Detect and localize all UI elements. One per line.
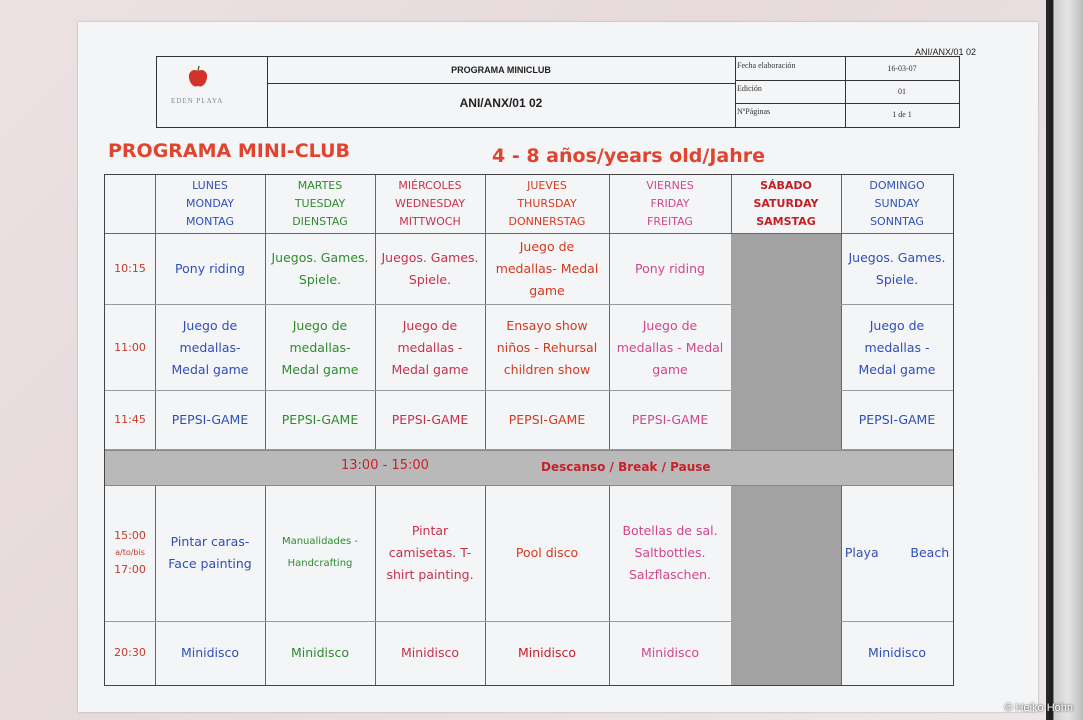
- time-slot-4: [105, 484, 155, 622]
- activity-cell: Pintar caras- Face painting: [155, 484, 265, 622]
- meta-value: 01: [845, 80, 958, 103]
- day-column-friday: [609, 175, 732, 685]
- activity-cell: Pony riding: [609, 233, 731, 305]
- day-header-friday: [609, 175, 731, 234]
- age-range-title: 4 - 8 años/years old/Jahre: [492, 145, 765, 167]
- program-code: ANI/ANX/01 02: [267, 83, 736, 127]
- day-name: SAMSTAG: [756, 215, 816, 228]
- activity-cell: PEPSI-GAME: [841, 391, 953, 450]
- photo-credit: © Heiko Höhn: [1004, 702, 1073, 714]
- activity-cell: Juegos. Games. Spiele.: [375, 233, 485, 305]
- day-name: WEDNESDAY: [394, 197, 466, 210]
- meta-label: Fecha elaboración: [737, 61, 796, 70]
- activity-cell: Juego de medallas - Medal game: [841, 305, 953, 391]
- day-header-wednesday: [375, 175, 485, 234]
- break-time: 13:00 - 15:00: [341, 458, 429, 473]
- time-slot-3: 11:45: [105, 391, 155, 450]
- day-name: DONNERSTAG: [508, 215, 586, 228]
- time-sep: a/to/bis: [115, 548, 145, 557]
- activity-cell: Juego de medallas - Medal game: [375, 305, 485, 391]
- schedule-sheet: [78, 22, 1038, 712]
- day-name: MARTES: [297, 179, 343, 192]
- day-name: JUEVES: [527, 179, 567, 192]
- header-box: [156, 56, 960, 128]
- day-header-sunday: [841, 175, 953, 234]
- day-column-thursday: [485, 175, 610, 685]
- meta-row-edition: [735, 80, 959, 104]
- day-name: SONNTAG: [870, 215, 924, 228]
- day-name: VIERNES: [646, 179, 694, 192]
- activity-cell: PEPSI-GAME: [375, 391, 485, 450]
- day-name: SATURDAY: [753, 197, 819, 210]
- activity-cell: Juego de medallas - Medal game: [609, 305, 731, 391]
- day-column-saturday: [731, 175, 842, 685]
- activity-cell: Minidisco: [517, 645, 577, 660]
- schedule-grid: [104, 174, 954, 686]
- activity-cell: Minidisco: [400, 645, 460, 660]
- page-title: PROGRAMA MINI-CLUB: [108, 140, 350, 162]
- frame-edge: [1046, 0, 1083, 720]
- day-name: LUNES: [192, 179, 228, 192]
- activity-cell: Juego de medallas- Medal game: [155, 305, 265, 391]
- time-column: [105, 175, 156, 685]
- activity-cell: Manualidades - Handcrafting: [265, 484, 375, 622]
- activity-cell: Ensayo show niños - Rehursal children show: [485, 305, 609, 391]
- meta-label: Edición: [737, 84, 762, 93]
- meta-row-date: [735, 57, 959, 81]
- day-header-thursday: [485, 175, 609, 234]
- day-name: MIÉRCOLES: [398, 179, 462, 192]
- activity-cell: Botellas de sal. Saltbottles. Salzflaschen.: [609, 484, 731, 622]
- time-header: [105, 175, 155, 234]
- day-header-saturday: [731, 175, 841, 234]
- logo-text: EDEN PLAYA: [171, 97, 224, 105]
- doc-code: ANI/ANX/01 02: [914, 47, 976, 57]
- meta-value: 1 de 1: [845, 103, 958, 127]
- activity-cell: PEPSI-GAME: [485, 391, 609, 450]
- activity-cell: Minidisco: [290, 645, 350, 660]
- meta-label: NºPáginas: [737, 107, 771, 116]
- activity-cell: Pool disco: [485, 484, 609, 622]
- activity-cell: Juego de medallas- Medal game: [485, 233, 609, 305]
- time-slot-5: 20:30: [114, 646, 146, 659]
- activity-cell: Juegos. Games. Spiele.: [841, 233, 953, 305]
- activity-cell: PEPSI-GAME: [265, 391, 375, 450]
- activity-cell: Pintar camisetas. T-shirt painting.: [375, 484, 485, 622]
- program-name: PROGRAMA MINICLUB: [267, 57, 736, 84]
- activity-cell: PEPSI-GAME: [155, 391, 265, 450]
- activity-cell: Juegos. Games. Spiele.: [265, 233, 375, 305]
- day-header-monday: [155, 175, 265, 234]
- logo-cell: [157, 57, 268, 127]
- day-name: MONDAY: [185, 197, 235, 210]
- meta-value: 16-03-07: [845, 57, 958, 80]
- activity-cell: Minidisco: [867, 645, 927, 660]
- activity-cell: Juego de medallas- Medal game: [265, 305, 375, 391]
- meta-row-pages: [735, 103, 959, 127]
- day-name: TUESDAY: [294, 197, 346, 210]
- day-name: FRIDAY: [650, 197, 690, 210]
- time-start: 15:00: [114, 529, 146, 542]
- break-text: Descanso / Break / Pause: [541, 460, 711, 474]
- activity-cell: Minidisco: [640, 645, 700, 660]
- apple-logo-icon: [187, 65, 209, 95]
- break-bar: [105, 450, 953, 486]
- day-name: FREITAG: [647, 215, 693, 228]
- day-column-monday: [155, 175, 266, 685]
- day-name: SÁBADO: [760, 179, 812, 192]
- day-name: THURSDAY: [517, 197, 577, 210]
- activity-cell: Pony riding: [155, 233, 265, 305]
- day-column-sunday: [841, 175, 953, 685]
- day-name: MITTWOCH: [399, 215, 461, 228]
- day-name: DIENSTAG: [292, 215, 348, 228]
- time-end: 17:00: [114, 563, 146, 576]
- activity-cell: Playa Beach: [841, 484, 953, 622]
- day-name: MONTAG: [185, 215, 235, 228]
- time-slot-2: 11:00: [105, 305, 155, 391]
- day-name: DOMINGO: [869, 179, 925, 192]
- day-name: SUNDAY: [874, 197, 920, 210]
- time-slot-1: 10:15: [105, 233, 155, 305]
- day-header-tuesday: [265, 175, 375, 234]
- day-column-tuesday: [265, 175, 376, 685]
- day-column-wednesday: [375, 175, 486, 685]
- activity-cell: PEPSI-GAME: [609, 391, 731, 450]
- activity-cell: Minidisco: [180, 645, 240, 660]
